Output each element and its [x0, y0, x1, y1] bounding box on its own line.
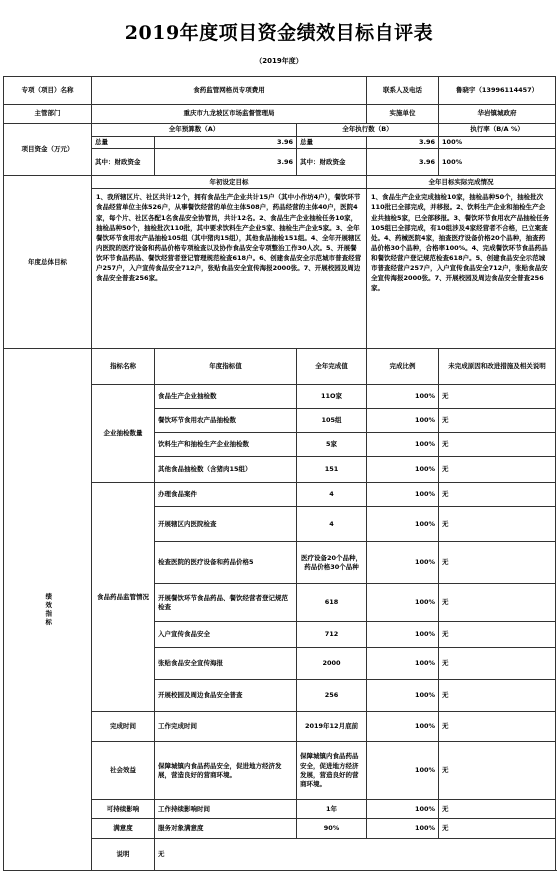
rate-header: 执行率（B/A %）	[439, 124, 556, 137]
perf-social-reason: 无	[439, 742, 556, 800]
total-exec-label: 总量	[297, 137, 367, 149]
perf-section-text: 绩效指标	[44, 592, 53, 627]
perf-actual: 618	[297, 584, 367, 622]
perf-ratio: 100%	[367, 409, 439, 433]
perf-sustain-reason: 无	[439, 800, 556, 819]
perf-time-reason: 无	[439, 712, 556, 742]
perf-reason: 无	[439, 542, 556, 584]
perf-target: 饮料生产和抽检生产企业抽检数	[155, 433, 297, 457]
department-value: 重庆市九龙坡区市场监督管理局	[92, 105, 367, 124]
perf-section-label	[4, 349, 92, 871]
project-value: 食药监管网格员专项费用	[92, 77, 367, 105]
goals-label: 年度总体目标	[4, 176, 92, 349]
fiscal-exec-label: 其中：财政资金	[297, 149, 367, 176]
perf-reason: 无	[439, 584, 556, 622]
perf-reason: 无	[439, 507, 556, 542]
perf-col-target: 年度指标值	[155, 349, 297, 385]
perf-target: 开展辖区内医院检查	[155, 507, 297, 542]
perf-actual: 256	[297, 680, 367, 712]
planned-goals-text: 1、我所辖区片、社区共计12个，拥有食品生产企业共计15户（其中小作坊4户），餐饮环节食品经营单位主体526户，从事餐饮经营的单位主体508户，药品经营的主体40户，医院4家，每个片、社区各配1名食品安全协管员，共计12名。2、食品生产企业抽检任务10家，抽检品种50个，抽检批次110批，其中要求饮料生产企业5家、抽检生产企业5家。3、全年餐饮环节食用农产品抽检105组（其中猪肉15组），其他食品抽检151组。4、全年开展辖区内医院的医疗设备和药品价格专项检查以及协作食品安全专项整治工作30人次。5、开展餐饮环节食品药品、餐饮经营者登记管理规范检查618户。6、创建食品安全示范城市普查经营户257户，入户宣传食品安全712户，张贴食品安全宣传海报2000张。7、开展校园及周边食品安全普查256家。	[92, 189, 367, 349]
perf-actual: 5家	[297, 433, 367, 457]
perf-col-actual: 全年完成值	[297, 349, 367, 385]
perf-ratio: 100%	[367, 680, 439, 712]
department-label: 主管部门	[4, 105, 92, 124]
perf-target: 张贴食品安全宣传海报	[155, 648, 297, 680]
perf-reason: 无	[439, 385, 556, 409]
perf-ratio: 100%	[367, 622, 439, 648]
department-row	[4, 105, 556, 124]
perf-satisfaction-ratio: 100%	[367, 819, 439, 839]
fiscal-budget-label: 其中：财政资金	[92, 149, 155, 176]
actual-goals-header: 全年目标实际完成情况	[367, 176, 556, 189]
implementer-label: 实施单位	[367, 105, 439, 124]
perf-reason: 无	[439, 457, 556, 483]
form-year: （2019年度）	[255, 57, 303, 65]
perf-header-row	[4, 349, 556, 385]
form-title: 2019年度项目资金绩效目标自评表	[124, 22, 434, 44]
total-budget-label: 总量	[92, 137, 155, 149]
perf-group-name: 食品药品监管情况	[92, 483, 155, 712]
perf-target: 食品生产企业抽检数	[155, 385, 297, 409]
perf-col-indicator: 指标名称	[92, 349, 155, 385]
project-row	[4, 77, 556, 105]
perf-actual: 105组	[297, 409, 367, 433]
perf-target: 开展校园及周边食品安全普查	[155, 680, 297, 712]
perf-social-actual: 保障城镇内食品药品安全，促进地方经济发展，营造良好的营商环境。	[297, 742, 367, 800]
perf-actual: 712	[297, 622, 367, 648]
perf-sustain-actual: 1年	[297, 800, 367, 819]
perf-ratio: 100%	[367, 584, 439, 622]
fiscal-exec-value: 3.96	[367, 149, 439, 176]
perf-target: 餐饮环节食用农产品抽检数	[155, 409, 297, 433]
perf-target: 办理食品案件	[155, 483, 297, 507]
contact-label: 联系人及电话	[367, 77, 439, 105]
total-budget-value: 3.96	[155, 137, 297, 149]
perf-time-target: 工作完成时间	[155, 712, 297, 742]
perf-sustain-ratio: 100%	[367, 800, 439, 819]
fiscal-rate-value: 100%	[439, 149, 556, 176]
total-exec-value: 3.96	[367, 137, 439, 149]
perf-col-ratio: 完成比例	[367, 349, 439, 385]
contact-value: 鲁晓宇（13996114457）	[439, 77, 556, 105]
perf-satisfaction-actual: 90%	[297, 819, 367, 839]
perf-ratio: 100%	[367, 507, 439, 542]
perf-reason: 无	[439, 622, 556, 648]
perf-actual: 151	[297, 457, 367, 483]
perf-ratio: 100%	[367, 648, 439, 680]
perf-time-ratio: 100%	[367, 712, 439, 742]
notes-label: 说明	[92, 839, 155, 871]
project-label: 专项（项目）名称	[4, 77, 92, 105]
funds-header-row	[4, 124, 556, 137]
planned-goals-header: 年初设定目标	[92, 176, 367, 189]
implementer-value: 华岩镇城政府	[439, 105, 556, 124]
evaluation-table	[3, 76, 556, 871]
perf-actual: 4	[297, 483, 367, 507]
perf-group-name: 企业抽检数量	[92, 385, 155, 483]
perf-satisfaction-name: 满意度	[92, 819, 155, 839]
perf-satisfaction-reason: 无	[439, 819, 556, 839]
goals-header-row	[4, 176, 556, 189]
perf-actual: 11O家	[297, 385, 367, 409]
exec-header: 全年执行数（B）	[297, 124, 439, 137]
notes-value: 无	[155, 839, 556, 871]
perf-actual: 2000	[297, 648, 367, 680]
perf-reason: 无	[439, 409, 556, 433]
perf-social-name: 社会效益	[92, 742, 155, 800]
budget-header: 全年预算数（A）	[92, 124, 297, 137]
perf-ratio: 100%	[367, 457, 439, 483]
perf-reason: 无	[439, 648, 556, 680]
perf-actual: 医疗设备20个品种，药品价格30个品种	[297, 542, 367, 584]
perf-ratio: 100%	[367, 483, 439, 507]
perf-target: 检查医院的医疗设备和药品价格5	[155, 542, 297, 584]
perf-target: 入户宣传食品安全	[155, 622, 297, 648]
perf-ratio: 100%	[367, 385, 439, 409]
fiscal-budget-value: 3.96	[155, 149, 297, 176]
perf-social-target: 保障城镇内食品药品安全，促进地方经济发展，营造良好的营商环境。	[155, 742, 297, 800]
perf-reason: 无	[439, 433, 556, 457]
perf-time-name: 完成时间	[92, 712, 155, 742]
perf-sustain-target: 工作持续影响时间	[155, 800, 297, 819]
actual-goals-text: 1、食品生产企业完成抽检10家，抽检品种50个，抽检批次110批已全部完成，并移报。2、饮料生产企业和抽检生产企业共抽检5家，已全部移报。3、餐饮环节食用农产品抽检任务105组已全部完成，有10组涉及4家经营者不合格，已立案查处。4、药械医院4家，抽查医疗设备价格20个品种，抽查药品价格30个品种，合格率100%。4、完成餐饮环节食品药品和餐饮经营户登记规范检查618户。5、创建食品安全示范城市普查经营户257户，入户宣传食品安全712户，张贴食品安全宣传海报2000张。7、开展校园及周边食品安全普查256家。	[367, 189, 556, 349]
perf-ratio: 100%	[367, 542, 439, 584]
perf-target: 开展餐饮环节食品药品、餐饮经营者登记规范检查	[155, 584, 297, 622]
perf-time-actual: 2019年12月底前	[297, 712, 367, 742]
perf-reason: 无	[439, 680, 556, 712]
perf-reason: 无	[439, 483, 556, 507]
funds-label: 项目资金（万元）	[4, 124, 92, 176]
perf-target: 其他食品抽检数（含猪肉15组）	[155, 457, 297, 483]
perf-col-reason: 未完成原因和改进措施及相关说明	[439, 349, 556, 385]
perf-sustain-name: 可持续影响	[92, 800, 155, 819]
perf-ratio: 100%	[367, 433, 439, 457]
perf-actual: 4	[297, 507, 367, 542]
perf-satisfaction-target: 服务对象满意度	[155, 819, 297, 839]
total-rate-value: 100%	[439, 137, 556, 149]
perf-social-ratio: 100%	[367, 742, 439, 800]
